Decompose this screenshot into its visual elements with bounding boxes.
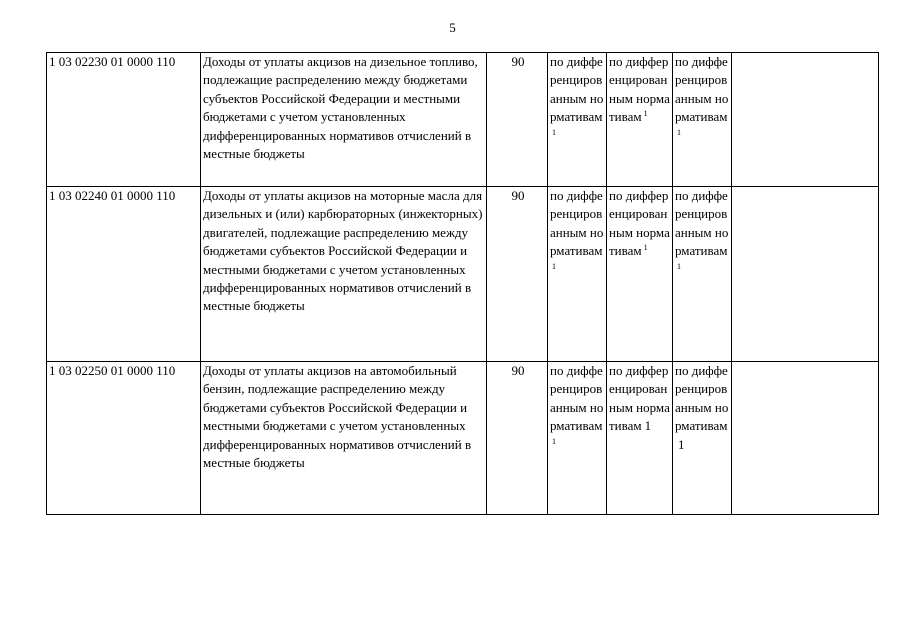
revenue-table xyxy=(46,52,879,515)
footnote-mark: 1 xyxy=(552,127,556,137)
footnote-mark: 1 xyxy=(644,418,652,434)
norm-text: по дифференцированным нормативам$^1$ xyxy=(675,188,729,271)
table-row xyxy=(47,187,879,362)
footnote-mark: 1 xyxy=(677,127,681,137)
norm-cell xyxy=(673,362,732,515)
norm-value: 90 xyxy=(487,362,548,515)
norm-cell xyxy=(548,362,607,515)
norm-text: по дифференцированным нормативам$^1$ xyxy=(550,188,604,271)
norm-cell xyxy=(548,53,607,187)
norm-text: по дифференцированным нормативам$^1$ xyxy=(550,54,604,137)
empty-cell xyxy=(732,53,879,187)
norm-text: по дифференцированным нормативам1 xyxy=(675,363,729,452)
revenue-code: 1 03 02230 01 0000 110 xyxy=(47,53,201,187)
norm-value: 90 xyxy=(487,187,548,362)
norm-text: по дифференцированным нормативам 1 xyxy=(609,363,670,434)
table-row xyxy=(47,362,879,515)
norm-value: 90 xyxy=(487,53,548,187)
revenue-description: Доходы от уплаты акцизов на автомобильный бензин, подлежащие распределению между бюджетами субъектов Российской Федерации и местными бюджетами с учетом установленных дифференцированных нормативов отчислений в местные бюджеты xyxy=(201,362,487,515)
footnote-mark: 1 xyxy=(677,261,681,271)
norm-cell xyxy=(607,362,673,515)
revenue-description: Доходы от уплаты акцизов на дизельное топливо, подлежащие распределению между бюджетами субъектов Российской Федерации и местными бюджетами с учетом установленных дифференцированных нормативов отчислений в местные бюджеты xyxy=(201,53,487,187)
empty-cell xyxy=(732,187,879,362)
revenue-description: Доходы от уплаты акцизов на моторные масла для дизельных и (или) карбюраторных (инжекторных) двигателей, подлежащие распределению между бюджетами субъектов Российской Федерации и местными бюджетами с учетом установленных дифференцированных нормативов отчислений в местные бюджеты xyxy=(201,187,487,362)
norm-cell xyxy=(607,187,673,362)
footnote-mark: 1 xyxy=(552,436,556,446)
revenue-code: 1 03 02240 01 0000 110 xyxy=(47,187,201,362)
norm-text: по дифференцированным нормативам$^1$ xyxy=(675,54,729,137)
norm-cell xyxy=(548,187,607,362)
norm-text: по дифференцированным нормативам $^1$ xyxy=(609,54,670,125)
norm-cell xyxy=(607,53,673,187)
footnote-mark: 1 xyxy=(552,261,556,271)
table-row xyxy=(47,53,879,187)
footnote-mark: 1 xyxy=(643,243,648,253)
empty-cell xyxy=(732,362,879,515)
revenue-code: 1 03 02250 01 0000 110 xyxy=(47,362,201,515)
page-number: 5 xyxy=(449,20,456,35)
norm-cell xyxy=(673,187,732,362)
norm-text: по дифференцированным нормативам $^1$ xyxy=(609,188,670,259)
norm-text: по дифференцированным нормативам$^1$ xyxy=(550,363,604,446)
norm-cell xyxy=(673,53,732,187)
footnote-mark: 1 xyxy=(643,109,648,119)
footnote-mark: 1 xyxy=(678,436,685,452)
